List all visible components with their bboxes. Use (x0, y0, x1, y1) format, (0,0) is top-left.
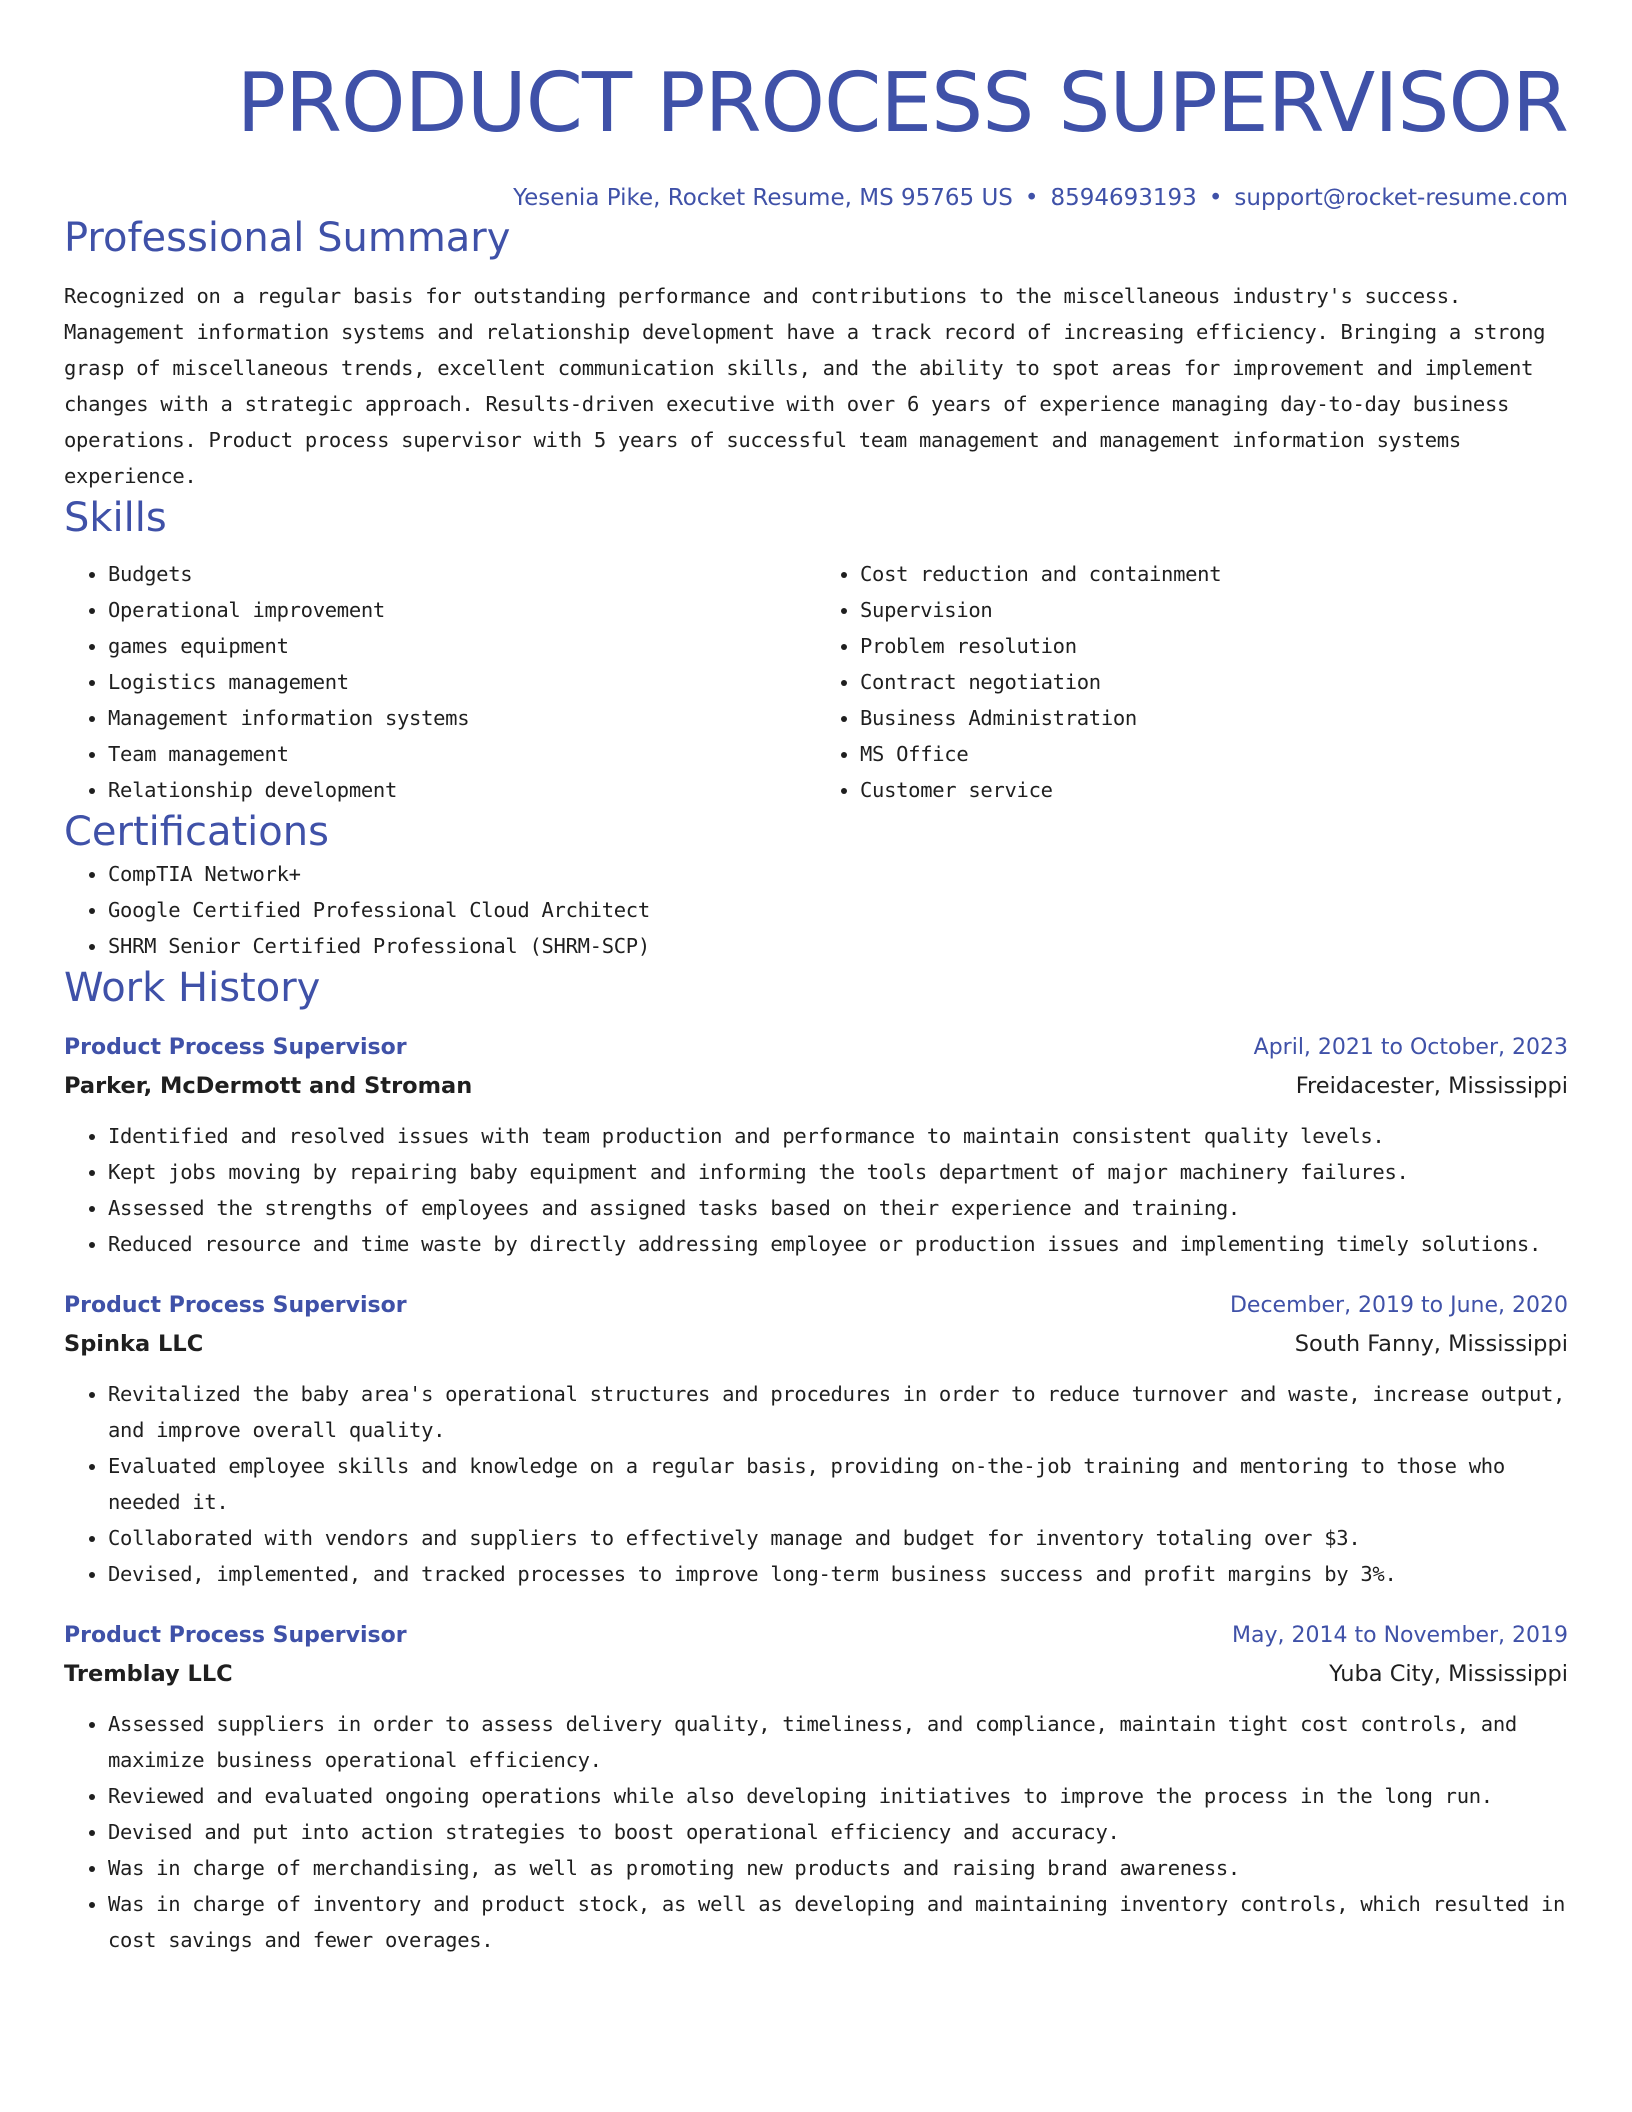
job-company: Parker, McDermott and Stroman (64, 1073, 473, 1099)
summary-heading: Professional Summary (64, 215, 511, 261)
skill-item: • Contract negotiation (860, 664, 1568, 700)
work-history-heading: Work History (64, 965, 321, 1011)
contact-phone: 8594693193 (1050, 185, 1197, 211)
skill-item: • Management information systems (108, 700, 816, 736)
certification-item: • SHRM Senior Certified Professional (SHRM-SCP) (108, 928, 1568, 964)
job-header (64, 1030, 1568, 1066)
job-dates: May, 2014 to November, 2019 (1232, 1623, 1568, 1648)
job-dates: December, 2019 to June, 2020 (1229, 1293, 1568, 1318)
job-location: Yuba City, Mississippi (1329, 1661, 1568, 1687)
job-bullet: • Was in charge of inventory and product stock, as well as developing and maintaining inventory controls, which resulted in cost savings and fewer overages. (108, 1886, 1568, 1958)
skill-item: • Budgets (108, 556, 816, 592)
contact-email[interactable]: support@rocket-resume.com (1234, 185, 1568, 211)
skill-item: • Problem resolution (860, 628, 1568, 664)
job-entry (64, 1288, 1568, 1592)
job-header (64, 1288, 1568, 1324)
job-bullet: • Evaluated employee skills and knowledge on a regular basis, providing on-the-job training and mentoring to those who needed it. (108, 1448, 1568, 1520)
skill-item: • Logistics management (108, 664, 816, 700)
job-subheader (64, 1066, 1568, 1106)
certifications-list (64, 856, 1568, 964)
contact-address: Yesenia Pike, Rocket Resume, MS 95765 US (513, 185, 1013, 211)
job-bullet: • Devised and put into action strategies to boost operational efficiency and accuracy. (108, 1814, 1568, 1850)
job-bullet: • Reduced resource and time waste by directly addressing employee or production issues and implementing timely solutions. (108, 1226, 1568, 1262)
skills-left-list (64, 556, 816, 808)
skills-columns (64, 556, 1568, 808)
skill-item: • Operational improvement (108, 592, 816, 628)
job-company: Tremblay LLC (64, 1661, 233, 1687)
job-dates: April, 2021 to October, 2023 (1253, 1035, 1568, 1060)
skill-item: • Team management (108, 736, 816, 772)
certification-item: • CompTIA Network+ (108, 856, 1568, 892)
job-entry (64, 1618, 1568, 1958)
job-bullet: • Collaborated with vendors and suppliers to effectively manage and budget for inventory totaling over $3. (108, 1520, 1568, 1556)
job-title: Product Process Supervisor (64, 1035, 407, 1060)
job-title: Product Process Supervisor (64, 1293, 407, 1318)
skill-item: • Customer service (860, 772, 1568, 808)
job-bullets (64, 1706, 1568, 1958)
job-bullet: • Was in charge of merchandising, as well as promoting new products and raising brand awareness. (108, 1850, 1568, 1886)
skill-item: • Supervision (860, 592, 1568, 628)
skill-item: • Cost reduction and containment (860, 556, 1568, 592)
job-bullet: • Kept jobs moving by repairing baby equipment and informing the tools department of major machinery failures. (108, 1154, 1568, 1190)
contact-separator: • (1024, 185, 1039, 211)
job-subheader (64, 1654, 1568, 1694)
job-location: South Fanny, Mississippi (1294, 1331, 1568, 1357)
contact-separator: • (1208, 185, 1223, 211)
job-bullets (64, 1376, 1568, 1592)
skill-item: • Relationship development (108, 772, 816, 808)
job-bullet: • Revitalized the baby area's operational structures and procedures in order to reduce turnover and waste, increase output, and improve overall quality. (108, 1376, 1568, 1448)
job-bullet: • Identified and resolved issues with team production and performance to maintain consistent quality levels. (108, 1118, 1568, 1154)
job-header (64, 1618, 1568, 1654)
summary-text: Recognized on a regular basis for outstanding performance and contributions to the miscellaneous industry's success. Management information systems and relationship development have a track record of increasing efficiency. Bringing a strong grasp of miscellaneous trends, excellent communication skills, and the ability to spot areas for improvement and implement changes with a strategic approach. Results-driven executive with over 6 years of experience managing day-to-day business operations. Product process supervisor with 5 years of successful team management and management information systems experience. (64, 284, 1546, 488)
skill-item: • MS Office (860, 736, 1568, 772)
skill-item: • Business Administration (860, 700, 1568, 736)
job-bullet: • Assessed suppliers in order to assess delivery quality, timeliness, and compliance, maintain tight cost controls, and maximize business operational efficiency. (108, 1706, 1568, 1778)
job-location: Freidacester, Mississippi (1295, 1073, 1568, 1099)
job-company: Spinka LLC (64, 1331, 204, 1357)
job-bullets (64, 1118, 1568, 1262)
contact-line (64, 182, 1568, 214)
job-bullet: • Devised, implemented, and tracked processes to improve long-term business success and profit margins by 3%. (108, 1556, 1568, 1592)
job-subheader (64, 1324, 1568, 1364)
skills-heading: Skills (64, 495, 167, 541)
skills-right-list (816, 556, 1568, 808)
resume-title: PRODUCT PROCESS SUPERVISOR (236, 56, 1568, 151)
certifications-heading: Certifications (64, 809, 329, 855)
certification-item: • Google Certified Professional Cloud Architect (108, 892, 1568, 928)
job-bullet: • Assessed the strengths of employees and assigned tasks based on their experience and training. (108, 1190, 1568, 1226)
job-bullet: • Reviewed and evaluated ongoing operations while also developing initiatives to improve the process in the long run. (108, 1778, 1568, 1814)
skill-item: • games equipment (108, 628, 816, 664)
job-entry (64, 1030, 1568, 1262)
job-title: Product Process Supervisor (64, 1623, 407, 1648)
